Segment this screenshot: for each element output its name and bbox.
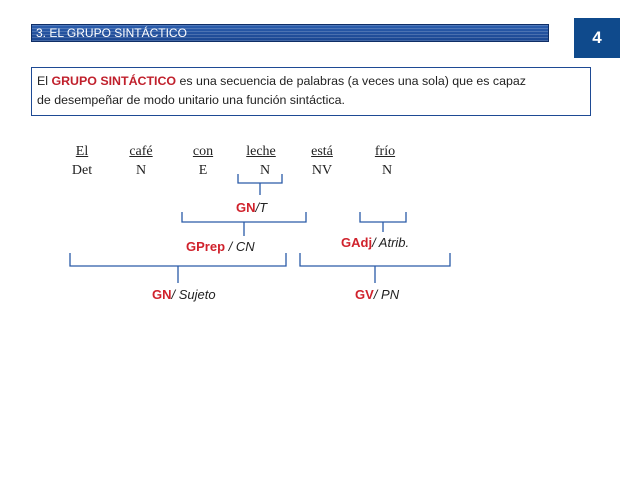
word-cafe: café: [129, 144, 153, 159]
cat-e: E: [198, 163, 208, 178]
word-leche: leche: [246, 144, 276, 159]
label-gv-pn: GV/ PN: [355, 287, 400, 302]
word-con: con: [192, 144, 214, 159]
word-el: El: [75, 144, 89, 159]
cat-nv: NV: [311, 163, 333, 178]
cat-n-3: N: [381, 163, 393, 178]
label-gadj-atrib: GAdj/ Atrib.: [341, 235, 410, 250]
page-number-badge: 4: [574, 18, 620, 58]
word-esta: está: [311, 144, 333, 159]
label-gprep-cn: GPrep / CN: [186, 239, 255, 254]
section-title: 3. EL GRUPO SINTÁCTICO: [36, 26, 187, 40]
label-gn-sujeto: GN/ Sujeto: [152, 287, 216, 302]
cat-n-1: N: [135, 163, 147, 178]
definition-line2: de desempeñar de modo unitario una función sintáctica.: [37, 93, 345, 107]
cat-n-2: N: [259, 163, 271, 178]
word-frio: frío: [374, 144, 396, 159]
definition-prefix: El: [37, 74, 52, 88]
definition-highlight: GRUPO SINTÁCTICO: [51, 74, 177, 88]
cat-det: Det: [71, 163, 93, 178]
label-gn-t: GN/T: [236, 200, 268, 215]
definition-line1: es una secuencia de palabras (a veces una sola) que es capaz: [176, 74, 526, 88]
